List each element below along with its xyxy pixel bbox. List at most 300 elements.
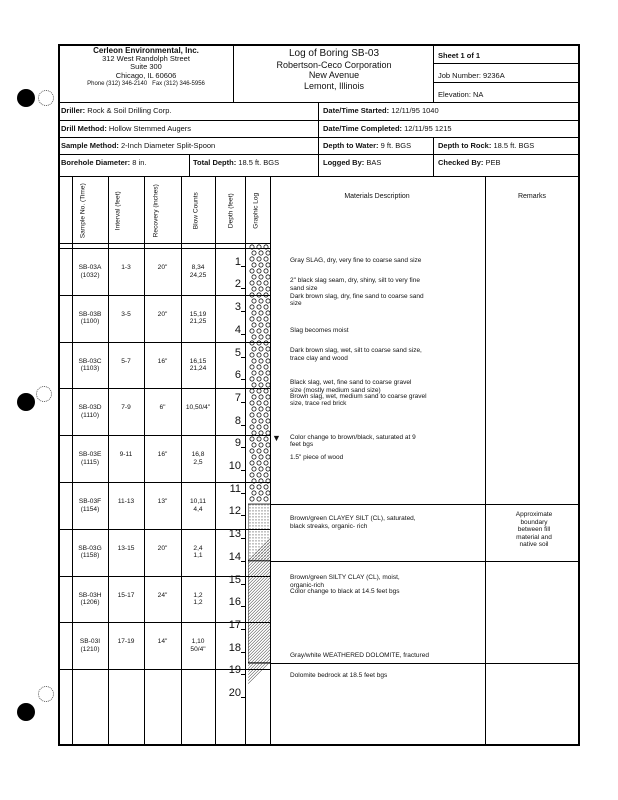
col-sample: Sample No. (Time)	[79, 183, 87, 239]
clay-hatch	[248, 646, 271, 669]
slag-symbol	[259, 431, 263, 435]
slag-symbol	[252, 467, 256, 471]
row-line	[433, 82, 580, 83]
slag-symbol	[250, 377, 254, 381]
clay-hatch	[248, 562, 271, 585]
slag-symbol	[250, 461, 254, 465]
company-contact	[60, 80, 232, 88]
log-title: Log of Boring SB-03	[288, 48, 380, 59]
slag-symbol	[264, 461, 268, 465]
slag-symbol	[264, 377, 268, 381]
slag-symbol	[266, 419, 270, 423]
sample-id: SB-03A (1032)	[78, 264, 102, 279]
clay-hatch	[248, 622, 271, 645]
slag-symbol	[252, 287, 256, 291]
col-interval: Interval (feet)	[114, 191, 122, 231]
depth-tick	[241, 493, 246, 494]
material-description: Brown/green SILTY CLAY (CL), moist, organic-rich	[290, 574, 400, 589]
clay-hatch	[248, 559, 271, 582]
clay-hatch	[248, 610, 271, 633]
sample-interval: 9-11	[119, 451, 133, 459]
slag-symbol	[259, 467, 263, 471]
slag-symbol	[266, 335, 270, 339]
slag-symbol	[252, 323, 256, 327]
depth-rock-field: Depth to Rock: 18.5 ft. BGS	[438, 141, 535, 150]
slag-symbol	[259, 311, 263, 315]
slag-symbol	[257, 473, 261, 477]
slag-symbol	[250, 245, 254, 249]
slag-symbol	[264, 269, 268, 273]
clay-hatch	[248, 574, 271, 597]
slag-symbol	[250, 473, 254, 477]
company-street: 312 West Randolph Street	[102, 54, 190, 64]
clay-hatch	[248, 649, 271, 672]
slag-symbol	[250, 317, 254, 321]
col-line	[233, 44, 234, 102]
unit-boundary	[270, 504, 580, 505]
clay-hatch	[248, 571, 271, 594]
sample-interval: 3-5	[121, 310, 131, 318]
col-line	[318, 102, 319, 176]
slag-symbol	[250, 305, 254, 309]
clay-hatch	[248, 640, 271, 663]
sample-recovery: 6"	[159, 404, 166, 412]
slag-symbol	[266, 275, 270, 279]
depth-label: 11	[229, 482, 241, 495]
slag-symbol	[250, 293, 254, 297]
slag-symbol	[259, 395, 263, 399]
depth-label: 20	[228, 687, 241, 699]
depth-tick	[241, 311, 246, 312]
slag-symbol	[264, 413, 268, 417]
company-phone: Phone (312) 346-2140	[87, 80, 148, 87]
slag-symbol	[264, 281, 268, 285]
clay-hatch	[248, 547, 271, 570]
clay-hatch	[248, 583, 271, 606]
slag-symbol	[252, 359, 256, 363]
slag-symbol	[264, 497, 268, 501]
slag-symbol	[266, 383, 270, 387]
date-started-field: Date/Time Started: 12/11/95 1040	[323, 106, 439, 115]
client-name: Robertson-Ceco Corporation	[276, 59, 392, 70]
slag-symbol	[266, 491, 270, 495]
material-description: 1.5" piece of wood	[290, 454, 344, 462]
water-level-icon: ▼	[272, 433, 281, 444]
slag-symbol	[259, 371, 263, 375]
row-line	[58, 176, 580, 177]
clay-hatch	[248, 544, 271, 567]
slag-symbol	[264, 473, 268, 477]
sample-interval: 17-19	[117, 638, 135, 646]
col-line	[485, 176, 486, 746]
depth-label: 17	[228, 618, 241, 631]
row-line	[433, 63, 580, 64]
sample-interval: 7-9	[121, 404, 131, 412]
depth-label: 1	[234, 255, 241, 268]
clay-hatch	[248, 616, 271, 639]
clay-hatch	[248, 595, 271, 618]
slag-symbol	[266, 479, 270, 483]
slag-symbol	[250, 413, 254, 417]
drill-method-field: Drill Method: Hollow Stemmed Augers	[61, 124, 192, 133]
slag-symbol	[252, 311, 256, 315]
sample-id: SB-03B (1100)	[78, 310, 102, 326]
slag-symbol	[252, 407, 256, 411]
job-number: Job Number: 9236A	[438, 71, 505, 80]
date-completed-field: Date/Time Completed: 12/11/95 1215	[323, 124, 452, 133]
slag-symbol	[259, 287, 263, 291]
depth-label: 18	[228, 641, 241, 654]
slag-symbol	[252, 491, 256, 495]
sample-blow-counts: 8,34 24,25	[189, 264, 207, 279]
sample-id: SB-03C (1103)	[78, 357, 102, 373]
hole-smudge	[38, 90, 54, 106]
slag-symbol	[264, 317, 268, 321]
company-city: Chicago, IL 60606	[115, 70, 177, 80]
depth-tick	[241, 334, 246, 335]
binder-hole-bottom	[17, 703, 35, 721]
col-line	[144, 176, 145, 746]
slag-symbol	[259, 407, 263, 411]
hole-smudge	[38, 686, 54, 702]
row-line	[58, 342, 270, 343]
slag-symbol	[250, 353, 254, 357]
depth-tick	[241, 606, 246, 607]
slag-symbol	[259, 359, 263, 363]
slag-symbol	[250, 329, 254, 333]
row-line	[58, 102, 580, 103]
slag-symbol	[252, 419, 256, 423]
sample-interval: 11-13	[117, 498, 135, 505]
sample-interval: 1-3	[121, 264, 131, 271]
depth-label: 8	[234, 414, 241, 427]
slag-symbol	[264, 329, 268, 333]
col-recovery: Recovery (inches)	[152, 184, 160, 238]
slag-symbol	[266, 323, 270, 327]
checked-by-field: Checked By: PEB	[438, 158, 501, 167]
clay-hatch	[248, 604, 271, 627]
depth-label: 6	[234, 369, 241, 382]
sample-id: SB-03I (1210)	[79, 638, 101, 653]
slag-symbol	[252, 299, 256, 303]
depth-label: 7	[234, 391, 241, 404]
hole-smudge	[36, 386, 52, 402]
slag-symbol	[257, 305, 261, 309]
material-description: Dolomite bedrock at 18.5 feet bgs	[290, 672, 388, 680]
row-line	[58, 154, 580, 155]
col-materials: Materials Description	[344, 193, 410, 200]
row-line	[58, 435, 270, 436]
slag-symbol	[264, 365, 268, 369]
slag-symbol	[264, 449, 268, 453]
slag-symbol	[264, 293, 268, 297]
sample-recovery: 14"	[157, 638, 168, 646]
graphic-log	[248, 243, 271, 746]
slag-symbol	[266, 287, 270, 291]
depth-label: 12	[228, 505, 241, 518]
site-street: New Avenue	[308, 70, 360, 80]
sample-blow-counts: 2,4 1,1	[193, 544, 203, 560]
clay-hatch	[248, 550, 271, 573]
slag-symbol	[257, 245, 261, 249]
slag-symbol	[252, 251, 256, 255]
sample-id: SB-03D (1110)	[78, 404, 102, 419]
slag-symbol	[252, 395, 256, 399]
slag-symbol	[264, 437, 268, 441]
slag-symbol	[259, 251, 263, 255]
company-suite: Suite 300	[130, 62, 162, 72]
clay-hatch	[248, 655, 271, 678]
row-line	[58, 388, 270, 389]
clay-hatch	[248, 553, 271, 576]
slag-symbol	[252, 275, 256, 279]
sample-recovery: 20"	[157, 310, 168, 318]
slag-symbol	[250, 485, 254, 489]
material-description: Black slag, wet, fine sand to coarse gravel size (mostly medium sand size)	[290, 379, 412, 394]
clay-hatch	[248, 661, 271, 684]
title-block	[234, 49, 434, 91]
depth-label: 10	[228, 460, 241, 472]
slag-symbol	[252, 443, 256, 447]
slag-symbol	[250, 257, 254, 261]
sample-recovery: 20"	[157, 544, 168, 552]
slag-symbol	[250, 365, 254, 369]
clay-hatch	[248, 658, 271, 681]
depth-tick	[241, 652, 246, 653]
depth-tick	[241, 447, 246, 448]
material-description: Gray/white WEATHERED DOLOMITE, fractured	[290, 651, 429, 659]
slag-symbol	[250, 449, 254, 453]
col-line	[108, 176, 109, 746]
clay-hatch	[248, 541, 271, 564]
slag-symbol	[259, 347, 263, 351]
clay-hatch	[248, 580, 271, 603]
clay-hatch	[248, 619, 271, 642]
slag-symbol	[259, 275, 263, 279]
depth-tick	[241, 470, 246, 471]
slag-symbol	[257, 293, 261, 297]
material-description: Gray SLAG, dry, very fine to coarse sand size	[290, 256, 422, 264]
remark-boundary: Approximate boundary between fill material and native soil	[515, 511, 553, 548]
sample-recovery: 16"	[157, 357, 168, 365]
slag-symbol	[264, 485, 268, 489]
slag-symbol	[250, 269, 254, 273]
col-depth: Depth (feet)	[227, 193, 235, 229]
clay-hatch	[248, 538, 271, 561]
depth-tick	[241, 538, 246, 539]
row-line	[58, 137, 580, 138]
depth-tick	[241, 561, 246, 562]
slag-symbol	[257, 377, 261, 381]
depth-tick	[241, 379, 246, 380]
sample-blow-counts: 10,50/4"	[185, 404, 211, 412]
depth-label: 14	[228, 550, 241, 563]
clay-hatch	[248, 568, 271, 591]
slag-symbol	[264, 341, 268, 345]
material-description: Brown/green CLAYEY SILT (CL), saturated, black streaks, organic- rich	[290, 515, 416, 530]
slag-symbol	[252, 383, 256, 387]
driller-field: Driller: Rock & Soil Drilling Corp.	[61, 106, 172, 115]
sample-blow-counts: 15,19 21,25	[189, 310, 207, 326]
sheet-number: Sheet 1 of 1	[438, 51, 481, 60]
depth-label: 5	[234, 346, 241, 359]
slag-symbol	[250, 437, 254, 441]
slag-symbol	[252, 431, 256, 435]
depth-water-field: Depth to Water: 9 ft. BGS	[323, 141, 412, 150]
row-line	[58, 295, 270, 296]
company-fax: Fax (312) 346-5956	[152, 80, 205, 87]
binder-hole-middle	[17, 393, 35, 411]
slag-symbol	[259, 335, 263, 339]
sample-recovery: 24"	[157, 591, 168, 599]
clay-hatch	[248, 601, 271, 624]
slag-symbol	[257, 425, 261, 429]
material-description: Dark brown slag, dry, fine sand to coarse sand size	[290, 292, 424, 308]
sample-blow-counts: 1,10 50/4"	[190, 638, 206, 653]
material-description: Color change to black at 14.5 feet bgs	[290, 588, 400, 596]
slag-symbol	[264, 353, 268, 357]
slag-symbol	[250, 401, 254, 405]
slag-symbol	[259, 455, 263, 459]
material-description: Slag becomes moist	[290, 326, 349, 334]
sample-id: SB-03H (1206)	[78, 591, 102, 607]
slag-symbol	[259, 323, 263, 327]
logged-by-field: Logged By: BAS	[323, 158, 382, 167]
sample-blow-counts: 1,2 1,2	[193, 591, 203, 607]
material-description: Color change to brown/black, saturated at 9 feet bgs	[290, 433, 416, 449]
slag-symbol	[266, 407, 270, 411]
slag-symbol	[266, 371, 270, 375]
clay-hatch	[248, 607, 271, 630]
slag-symbol	[250, 281, 254, 285]
clay-hatch	[248, 592, 271, 615]
slag-symbol	[266, 467, 270, 471]
col-remarks: Remarks	[517, 193, 546, 200]
slag-symbol	[266, 359, 270, 363]
row-line	[58, 120, 580, 121]
depth-label: 9	[234, 437, 241, 450]
depth-label: 15	[228, 573, 241, 586]
slag-symbol	[259, 383, 263, 387]
depth-tick	[241, 674, 246, 675]
sample-recovery: 20"	[157, 264, 168, 271]
slag-symbol	[252, 347, 256, 351]
depth-label: 3	[234, 301, 241, 314]
slag-symbol	[264, 245, 268, 249]
slag-symbol	[257, 341, 261, 345]
slag-symbol	[257, 461, 261, 465]
slag-symbol	[266, 299, 270, 303]
clay-hatch	[248, 586, 271, 609]
sample-recovery: 13"	[157, 498, 168, 505]
slag-symbol	[250, 497, 254, 501]
depth-tick	[241, 629, 246, 630]
slag-symbol	[266, 263, 270, 267]
slag-symbol	[257, 449, 261, 453]
col-graphic: Graphic Log	[252, 192, 260, 229]
slag-symbol	[250, 389, 254, 393]
depth-tick	[241, 288, 246, 289]
col-line	[215, 176, 216, 746]
col-line	[189, 154, 190, 176]
unit-boundary	[270, 561, 580, 562]
slag-symbol	[266, 395, 270, 399]
slag-symbol	[257, 329, 261, 333]
sample-id: SB-03E (1115)	[78, 451, 102, 466]
slag-symbol	[266, 311, 270, 315]
sample-method-field: Sample Method: 2-Inch Diameter Split-Spoon	[61, 141, 216, 150]
company-name: Cerleon Environmental, Inc.	[93, 46, 199, 55]
slag-symbol	[264, 305, 268, 309]
depth-label: 4	[234, 323, 241, 336]
slag-symbol	[252, 479, 256, 483]
depth-tick	[241, 515, 246, 516]
elevation: Elevation: NA	[438, 90, 484, 99]
sample-id: SB-03G (1158)	[78, 544, 102, 560]
slag-symbol	[250, 425, 254, 429]
slag-symbol	[257, 413, 261, 417]
slag-symbol	[257, 353, 261, 357]
depth-tick	[241, 402, 246, 403]
slag-symbol	[257, 401, 261, 405]
sample-blow-counts: 16,15 21,24	[189, 357, 207, 373]
sample-interval: 15-17	[117, 591, 135, 599]
clay-hatch	[248, 637, 271, 660]
col-line	[433, 137, 434, 176]
slag-symbol	[266, 431, 270, 435]
depth-tick	[241, 357, 246, 358]
slag-symbol	[266, 347, 270, 351]
slag-symbol	[257, 281, 261, 285]
slag-symbol	[257, 257, 261, 261]
slag-symbol	[264, 257, 268, 261]
slag-symbol	[252, 455, 256, 459]
slag-symbol	[259, 299, 263, 303]
slag-symbol	[266, 251, 270, 255]
site-city: Lemont, Illinois	[303, 80, 365, 91]
slag-symbol	[264, 425, 268, 429]
depth-label: 2	[234, 278, 241, 291]
slag-symbol	[252, 263, 256, 267]
slag-symbol	[252, 371, 256, 375]
unit-boundary	[270, 663, 580, 664]
clay-hatch	[248, 631, 271, 654]
sample-recovery: 16"	[157, 451, 168, 459]
depth-tick	[241, 697, 246, 698]
slag-symbol	[250, 341, 254, 345]
sample-interval: 5-7	[121, 357, 131, 365]
slag-symbol	[257, 437, 261, 441]
slag-symbol	[257, 269, 261, 273]
depth-label: 13	[228, 528, 241, 541]
depth-tick	[241, 584, 246, 585]
clay-hatch	[248, 634, 271, 657]
slag-symbol	[252, 335, 256, 339]
slag-symbol	[264, 389, 268, 393]
clay-hatch	[248, 598, 271, 621]
slag-symbol	[257, 497, 261, 501]
depth-label: 16	[228, 596, 241, 609]
material-description: Brown slag, wet, medium sand to coarse gravel size, trace red brick	[290, 392, 427, 408]
col-blow: Blow Counts	[192, 192, 200, 230]
sample-blow-counts: 10,11 4,4	[189, 498, 206, 513]
clay-hatch	[248, 565, 271, 588]
slag-symbol	[257, 389, 261, 393]
slag-symbol	[259, 479, 263, 483]
depth-tick	[241, 266, 246, 267]
sample-id: SB-03F (1154)	[78, 498, 102, 513]
material-description: 2" black slag seam, dry, shiny, silt to very fine sand size	[290, 277, 420, 292]
